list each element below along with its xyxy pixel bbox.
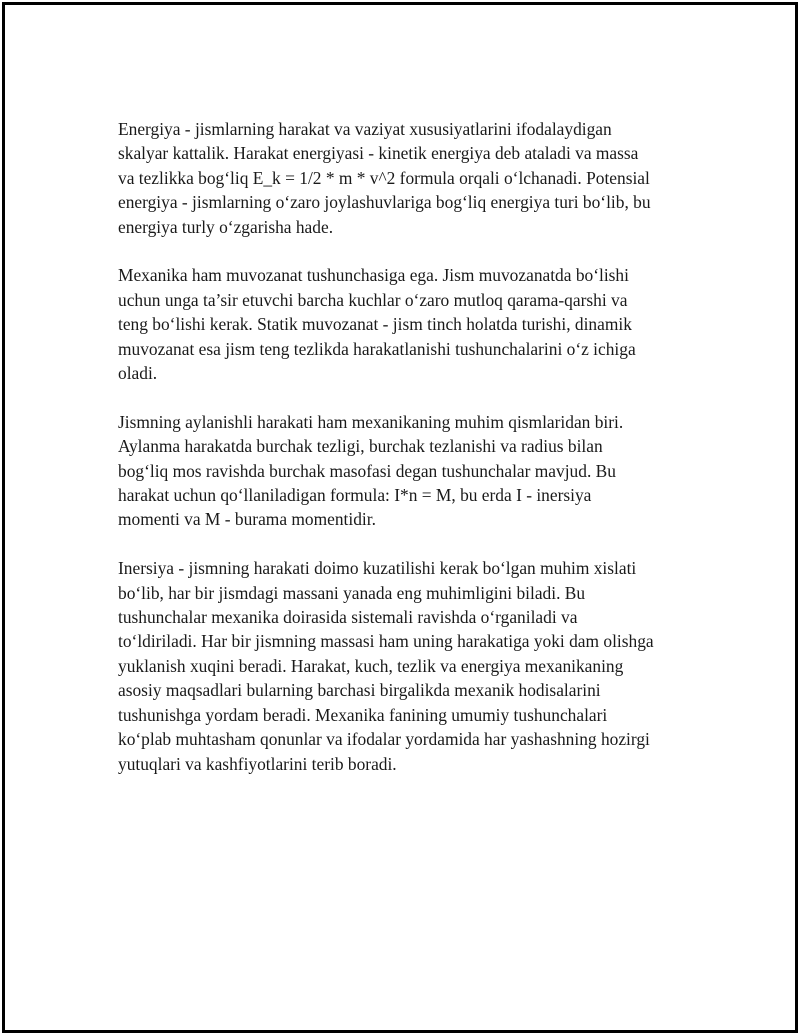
text-line: bo‘lib, har bir jismdagi massani yanada eng muhimligini biladi. Bu (118, 582, 586, 603)
text-line: Aylanma harakatda burchak tezligi, burchak tezlanishi va radius bilan (118, 436, 603, 457)
text-line: Jismning aylanishli harakati ham mexanikaning muhim qismlaridan biri. (118, 411, 624, 432)
text-line: tushunchalar mexanika doirasida sistemali ravishda o‘rganiladi va (118, 607, 578, 628)
text-line: Inersiya - jismning harakati doimo kuzatilishi kerak bo‘lgan muhim xislati (118, 558, 637, 579)
document-body (118, 117, 693, 800)
text-line: muvozanat esa jism teng tezlikda harakatlanishi tushunchalarini o‘z ichiga (118, 338, 636, 359)
text-line: bog‘liq mos ravishda burchak masofasi degan tushunchalar mavjud. Bu (118, 460, 616, 481)
text-line: ko‘plab muhtasham qonunlar va ifodalar yordamida har yashashning hozirgi (118, 729, 650, 750)
text-line: energiya - jismlarning o‘zaro joylashuvlariga bog‘liq energiya turi bo‘lib, bu (118, 192, 651, 213)
text-line: yuklanish xuqini beradi. Harakat, kuch, tezlik va energiya mexanikaning (118, 655, 624, 676)
text-line: oladi. (118, 363, 158, 384)
text-line: to‘ldiriladi. Har bir jismning massasi ham uning harakatiga yoki dam olishga (118, 631, 654, 652)
paragraph-inersiya (118, 556, 693, 776)
text-line: uchun unga ta’sir etuvchi barcha kuchlar o‘zaro mutloq qarama-qarshi va (118, 289, 628, 310)
text-line: Mexanika ham muvozanat tushunchasiga ega. Jism muvozanatda bo‘lishi (118, 265, 629, 286)
text-line: tushunishga yordam beradi. Mexanika fanining umumiy tushunchalari (118, 704, 608, 725)
text-line: asosiy maqsadlari bularning barchasi birgalikda mexanik hodisalarini (118, 680, 601, 701)
text-line: yutuqlari va kashfiyotlarini terib boradi. (118, 753, 397, 774)
text-line: energiya turly o‘zgarisha hade. (118, 216, 334, 237)
paragraph-aylanma-harakat (118, 410, 693, 532)
text-line: skalyar kattalik. Harakat energiyasi - kinetik energiya deb ataladi va massa (118, 143, 639, 164)
paragraph-muvozanat (118, 263, 693, 385)
text-line: Energiya - jismlarning harakat va vaziyat xususiyatlarini ifodalaydigan (118, 119, 612, 139)
text-line: momenti va M - burama momentidir. (118, 509, 376, 530)
text-line: harakat uchun qo‘llaniladigan formula: I*n = M, bu erda I - inersiya (118, 485, 592, 506)
text-line: va tezlikka bog‘liq E_k = 1/2 * m * v^2 formula orqali o‘lchanadi. Potensial (118, 167, 650, 188)
paragraph-energiya (118, 117, 693, 239)
text-line: teng bo‘lishi kerak. Statik muvozanat - jism tinch holatda turishi, dinamik (118, 314, 632, 335)
